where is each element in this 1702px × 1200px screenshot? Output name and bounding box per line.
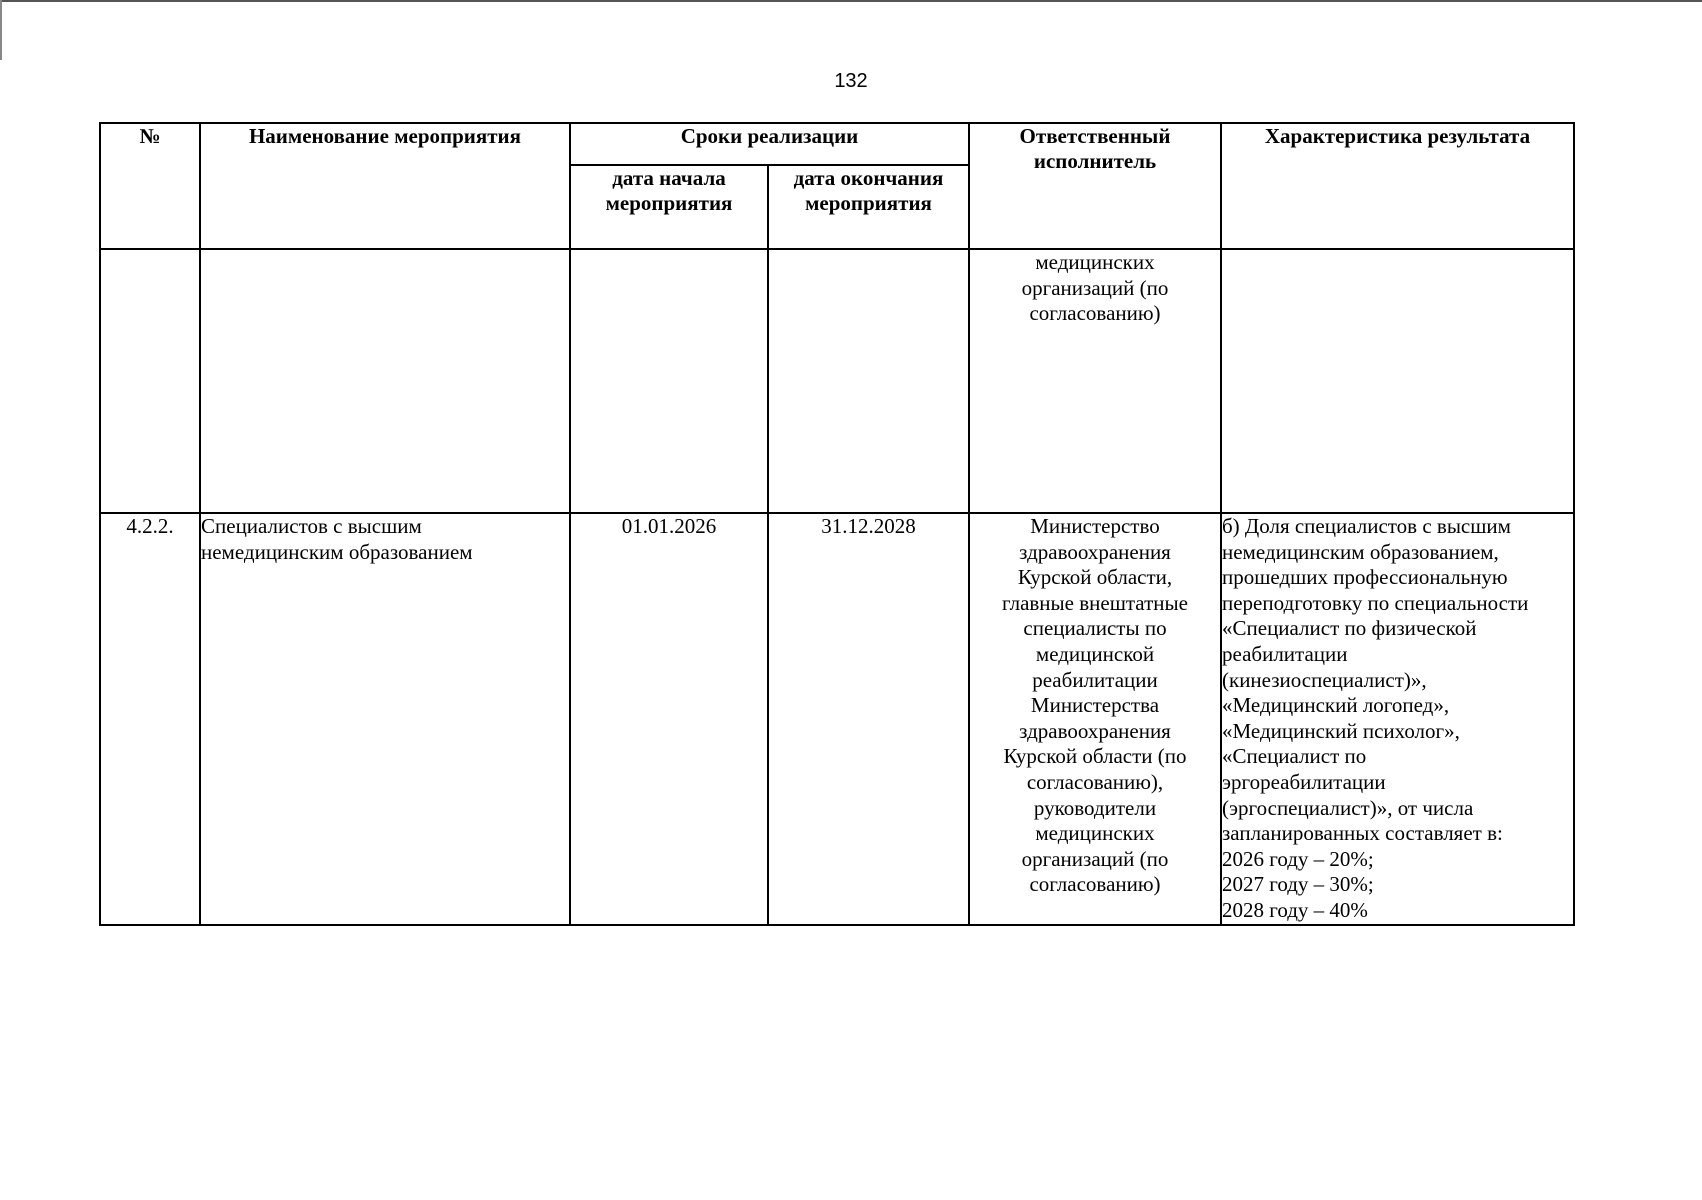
row-responsible: медицинских организаций (по согласованию) (969, 249, 1221, 513)
table-row (100, 249, 1574, 513)
scan-edge-top (0, 0, 1702, 2)
table-row (100, 513, 1574, 925)
row-number: 4.2.2. (100, 513, 200, 925)
row-number (100, 249, 200, 513)
page-number: 132 (834, 70, 868, 92)
header-start-date: дата начала мероприятия (570, 165, 768, 249)
scan-edge-left (0, 0, 2, 60)
header-implementation-terms: Сроки реализации (570, 123, 969, 165)
row-responsible: Министерство здравоохранения Курской области, главные внештатные специалисты по медицинской реабилитации Министерства здравоохранения Курской области (по согласованию), руководители медицинских организаций (по согласованию) (969, 513, 1221, 925)
header-responsible: Ответственный исполнитель (969, 123, 1221, 249)
row-end-date: 31.12.2028 (768, 513, 969, 925)
header-result: Характеристика результата (1221, 123, 1574, 249)
row-end-date (768, 249, 969, 513)
header-end-date: дата окончания мероприятия (768, 165, 969, 249)
row-start-date (570, 249, 768, 513)
activities-table (99, 122, 1575, 926)
row-start-date: 01.01.2026 (570, 513, 768, 925)
row-result: б) Доля специалистов с высшим немедицинским образованием, прошедших профессиональную переподготовку по специальности «Специалист по физической реабилитации (кинезиоспециалист)», «Медицинский логопед», «Медицинский психолог», «Специалист по эргореабилитации (эргоспециалист)», от числа запланированных составляет в: 2026 году – 20%; 2027 году – 30%; 2028 году – 40% (1221, 513, 1574, 925)
row-result (1221, 249, 1574, 513)
row-activity-name (200, 249, 570, 513)
header-number: № (100, 123, 200, 249)
row-activity-name: Специалистов с высшим немедицинским образованием (200, 513, 570, 925)
header-activity-name: Наименование мероприятия (200, 123, 570, 249)
